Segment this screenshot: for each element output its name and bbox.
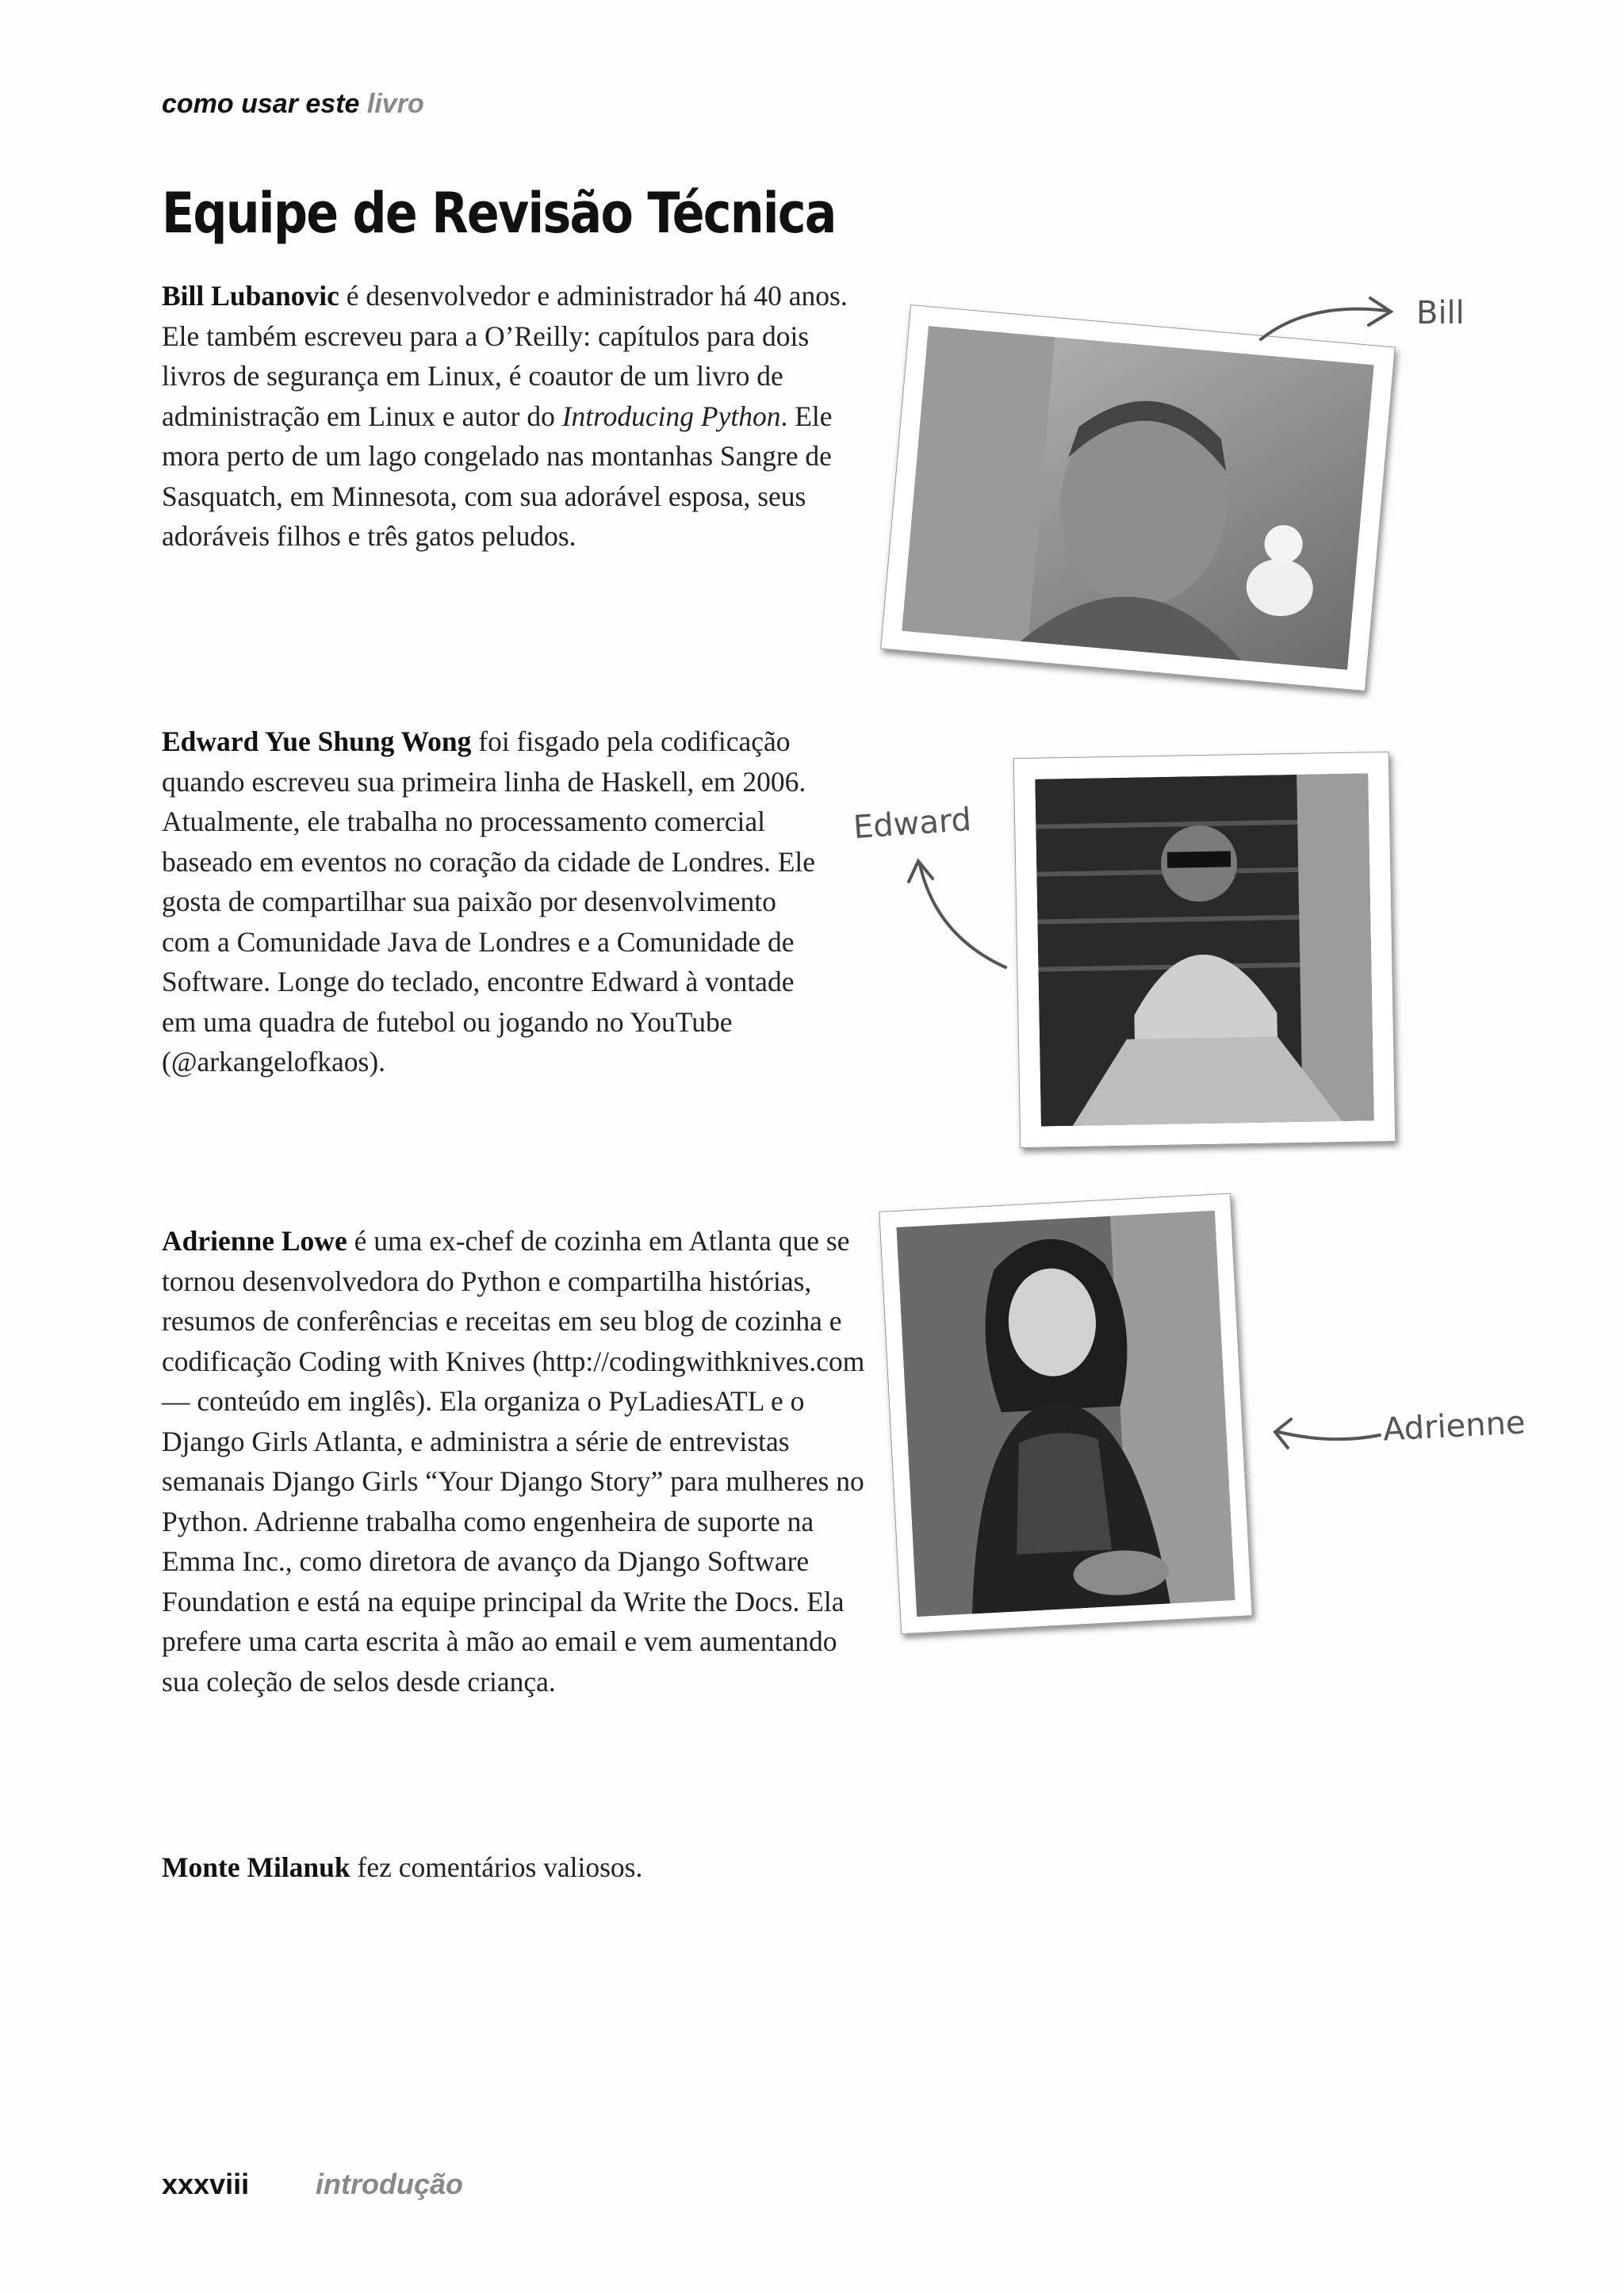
bio-bill-text-b: . Ele mora perto de um lago congelado nas montanhas Sangre de Sasquatch, em Minnesota, com sua adorável esposa, seus adoráveis filhos e três gatos peludos. [162, 400, 833, 552]
bio-adrienne-name: Adrienne Lowe [162, 1225, 347, 1257]
running-head-main: como usar este [162, 89, 360, 119]
bio-edward-name: Edward Yue Shung Wong [162, 725, 472, 757]
label-edward: Edward [852, 801, 973, 847]
running-head-section: livro [366, 89, 424, 119]
bio-bill-book: Introducing Python [561, 400, 781, 432]
page-number: xxxviii [162, 2168, 250, 2200]
bio-monte-name: Monte Milanuk [162, 1851, 350, 1883]
bio-bill-name: Bill Lubanovic [162, 280, 339, 312]
label-adrienne: Adrienne [1381, 1404, 1526, 1449]
label-bill: Bill [1416, 295, 1465, 331]
bio-edward-text: foi fisgado pela codificação quando escreveu sua primeira linha de Haskell, em 2006. Atualmente, ele trabalha no processamento comercial baseado em eventos no coração da cidade de Londres. Ele gosta de compartilhar sua paixão por desenvolvimento com a Comunidade Java de Londres e a Comunidade de Software. Longe do teclado, encontre Edward à vontade em uma quadra de futebol ou jogando no YouTube (@arkangelofkaos). [162, 725, 816, 1078]
bio-monte-text: fez comentários valiosos. [350, 1851, 643, 1883]
footer-section: introdução [316, 2168, 463, 2200]
bio-bill-text-a: é desenvolvedor e administrador há 40 anos. Ele também escreveu para a O’Reilly: capítulos para dois livros de segurança em Linux, é coautor de um livro de administração em Linux e autor do [162, 280, 848, 432]
arrow-adrienne [1278, 1432, 1380, 1439]
page-title: Equipe de Revisão Técnica [162, 181, 836, 246]
bio-adrienne-text: é uma ex-chef de cozinha em Atlanta que se tornou desenvolvedora do Python e compartilha histórias, resumos de conferências e receitas em seu blog de cozinha e codificação Coding with Knives (http://codingwithknives.com — conteúdo em inglês). Ela organiza o PyLadiesATL e o Django Girls Atlanta, e administra a série de entrevistas semanais Django Girls “Your Django Story” para mulheres no Python. Adrienne trabalha como engenheira de suporte na Emma Inc., como diretora de avanço da Django Software Foundation e está na equipe principal da Write the Docs. Ela prefere uma carta escrita à mão ao email e vem aumentando sua coleção de selos desde criança. [162, 1225, 865, 1698]
